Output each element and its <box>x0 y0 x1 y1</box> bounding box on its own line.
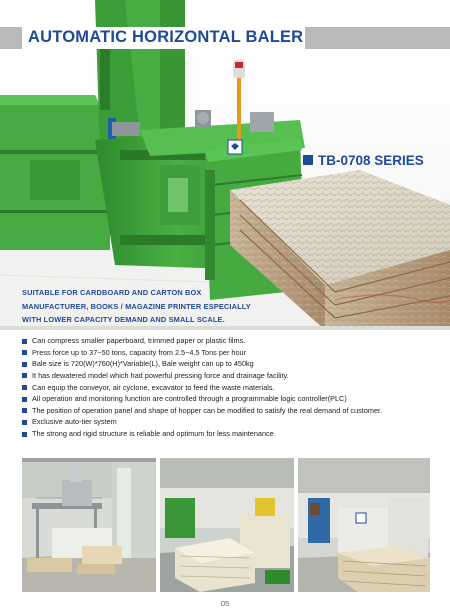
series-label <box>303 153 424 168</box>
suitable-for-text <box>22 286 302 327</box>
feature-item <box>22 370 442 382</box>
feature-text: All operation and monitoring function are controlled through a programmable logic controller(PLC) <box>32 394 347 404</box>
series-text: TB-0708 SERIES <box>318 153 424 168</box>
installation-photo-2 <box>160 458 294 592</box>
square-bullet-icon <box>22 432 27 437</box>
square-bullet-icon <box>22 350 27 355</box>
installation-photo-3 <box>298 458 430 592</box>
feature-item <box>22 428 442 440</box>
header-band <box>0 27 450 49</box>
header-accent-block <box>0 27 22 49</box>
square-bullet-icon <box>22 397 27 402</box>
feature-text: Exclusive auto-tier system <box>32 417 117 427</box>
square-bullet-icon <box>22 339 27 344</box>
square-bullet-icon <box>22 362 27 367</box>
feature-text: It has dewatered model which had powerful pressing force and drainage facility. <box>32 370 289 380</box>
suitable-line: SUITABLE FOR CARDBOARD AND CARTON BOX <box>22 288 202 297</box>
feature-item <box>22 358 442 370</box>
feature-text: Bale size is 720(W)*760(H)*Variable(L), Bale weight can up to 450kg <box>32 359 254 369</box>
feature-list <box>22 335 442 440</box>
feature-item <box>22 405 442 417</box>
square-bullet-icon <box>22 420 27 425</box>
feature-text: The strong and rigid structure is reliable and optimum for less maintenance <box>32 429 274 439</box>
square-bullet-icon <box>22 373 27 378</box>
square-bullet-icon <box>303 155 313 165</box>
square-bullet-icon <box>22 385 27 390</box>
feature-text: Can equip the conveyor, air cyclone, excavator to feed the waste materials. <box>32 382 275 392</box>
feature-text: Can compress smaller paperboard, trimmed paper or plastic films. <box>32 336 246 345</box>
suitable-line: WITH LOWER CAPACITY DEMAND AND SMALL SCALE. <box>22 315 225 325</box>
page-number: 05 <box>220 599 230 608</box>
square-bullet-icon <box>22 408 27 413</box>
page-title: AUTOMATIC HORIZONTAL BALER <box>28 28 304 46</box>
header-gray-bar <box>305 27 450 49</box>
suitable-line: MANUFACTURER, BOOKS / MAGAZINE PRINTER ESPECIALLY <box>22 301 251 311</box>
feature-text: The position of operation panel and shape of hopper can be modified to satisfy the real demand of customer. <box>32 405 383 415</box>
feature-item <box>22 416 442 428</box>
feature-item <box>22 335 442 347</box>
feature-item <box>22 393 442 405</box>
installation-photo-1 <box>22 458 156 592</box>
feature-item <box>22 347 442 359</box>
feature-text: Press force up to 37~50 tons, capacity from 2.5~4.5 Tons per hour <box>32 347 247 357</box>
feature-item <box>22 382 442 394</box>
